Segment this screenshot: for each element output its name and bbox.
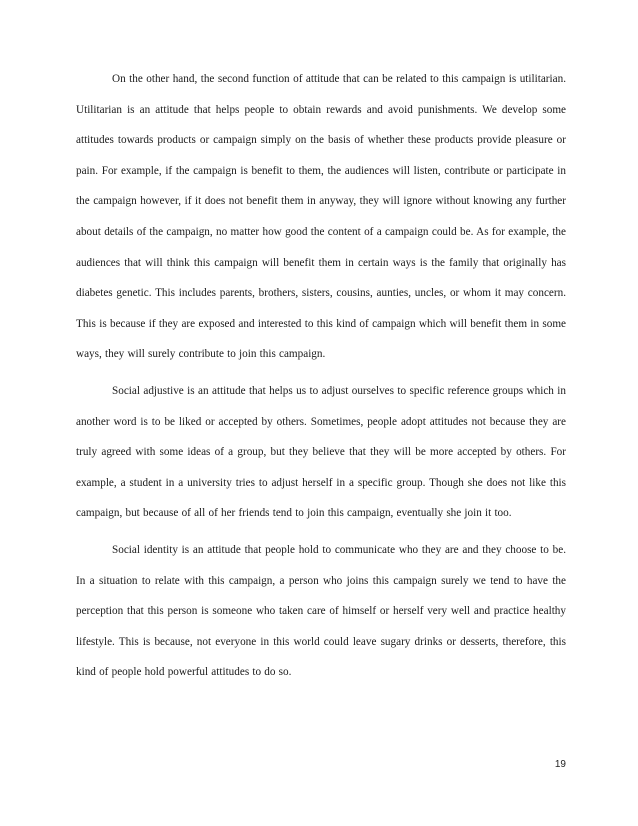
- paragraph-social-identity: Social identity is an attitude that people hold to communicate who they are and they choose to be. In a situation to relate with this campaign, a person who joins this campaign surely we tend to have the perception that this person is someone who taken care of himself or herself very well and practice healthy lifestyle. This is because, not everyone in this world could leave sugary drinks or desserts, therefore, this kind of people hold powerful attitudes to do so.: [76, 543, 566, 679]
- paragraph-utilitarian: On the other hand, the second function of attitude that can be related to this campaign is utilitarian. Utilitarian is an attitude that helps people to obtain rewards and avoid punishments. We develop some attitudes towards products or campaign simply on the basis of whether these products provide pleasure or pain. For example, if the campaign is benefit to them, the audiences will listen, contribute or participate in the campaign however, if it does not benefit them in anyway, they will ignore without knowing any further about details of the campaign, no matter how good the content of a campaign could be. As for example, the audiences that will think this campaign will benefit them in certain ways is the family that originally has diabetes genetic. This includes parents, brothers, sisters, cousins, aunties, uncles, or whom it may concern. This is because if they are exposed and interested to this kind of campaign which will benefit them in some ways, they will surely contribute to join this campaign.: [76, 73, 566, 361]
- paragraph-social-adjustive: Social adjustive is an attitude that helps us to adjust ourselves to specific reference groups which in another word is to be liked or accepted by others. Sometimes, people adopt attitudes not because they are truly agreed with some ideas of a group, but they believe that they will be more accepted by others. For example, a student in a university tries to adjust herself in a specific group. Though she does not like this campaign, but because of all of her friends tend to join this campaign, eventually she join it too.: [76, 384, 566, 520]
- body-text: [76, 64, 566, 694]
- page-number: 19: [554, 759, 566, 770]
